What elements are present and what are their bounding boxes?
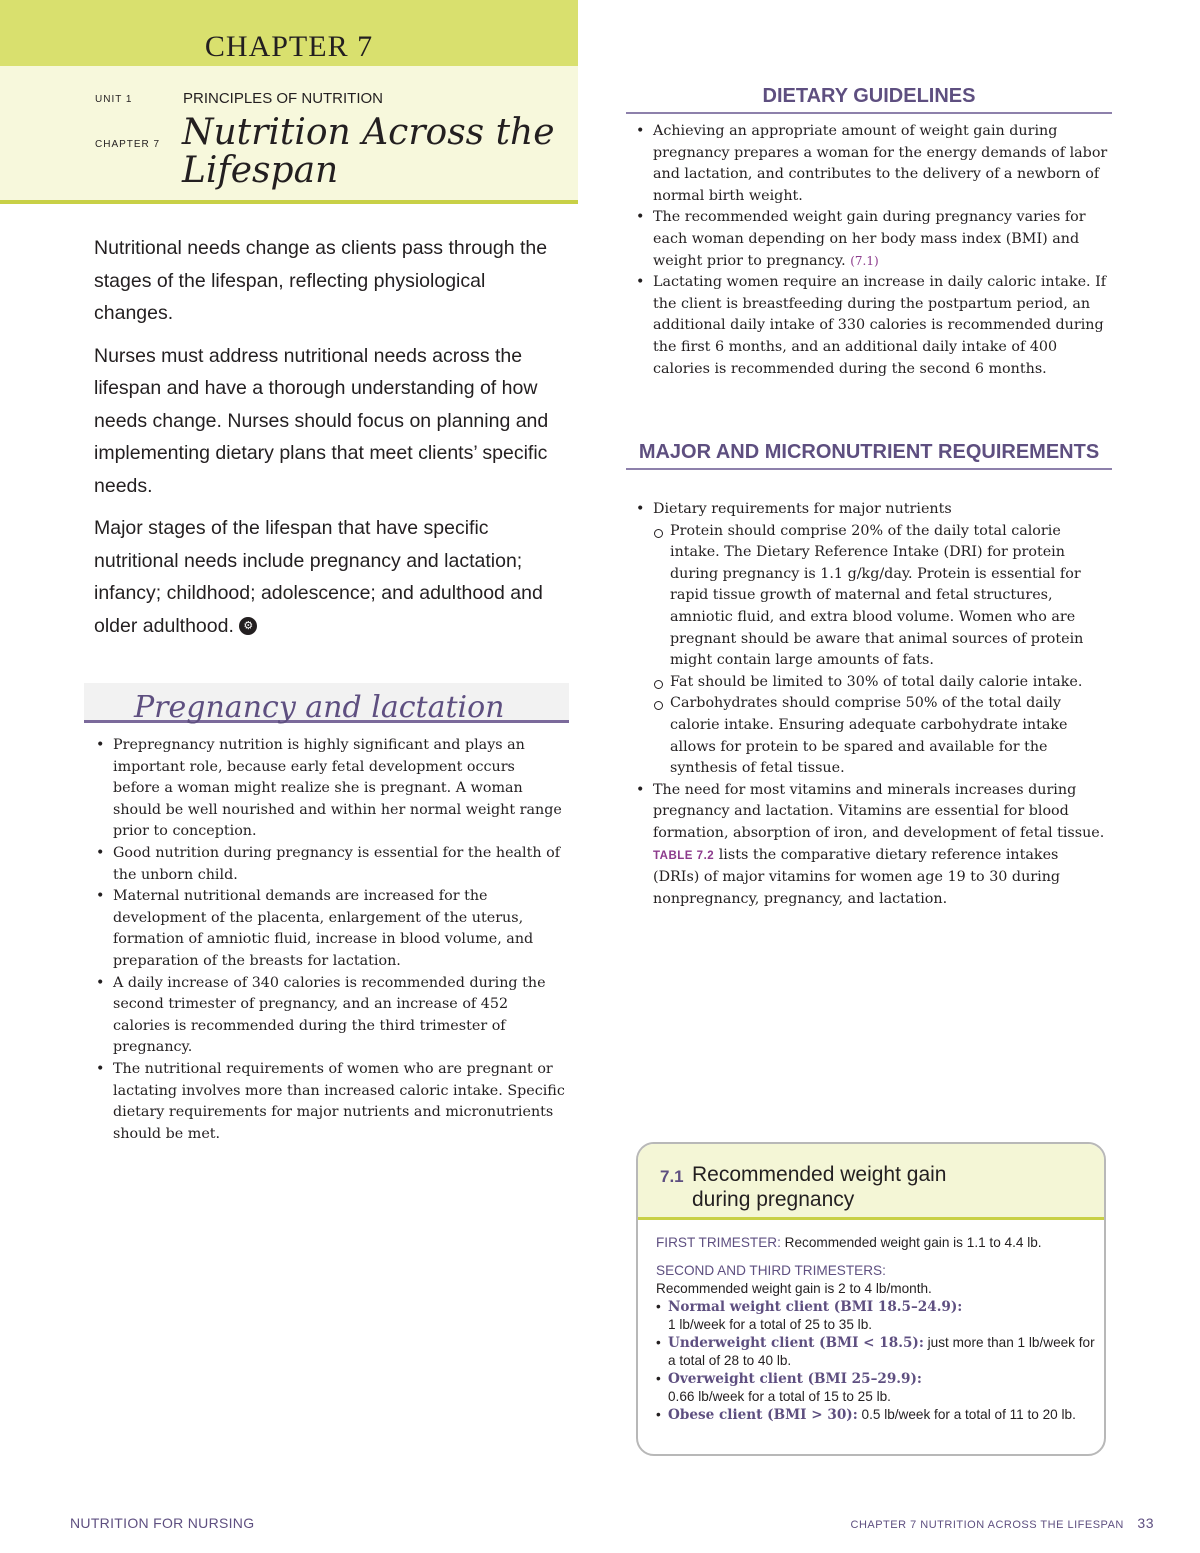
table-reference-link[interactable]: TABLE 7.2 <box>653 849 715 862</box>
list-item <box>636 499 1108 780</box>
bmi-text: 1 lb/week for a total of 25 to 35 lb. <box>668 1317 873 1332</box>
footer-chapter <box>851 1515 1155 1531</box>
intro-paragraph <box>94 512 564 642</box>
first-trimester-line <box>656 1234 1096 1252</box>
callout-number: 7.1 <box>660 1167 684 1186</box>
callout-header <box>638 1144 1104 1220</box>
callout-list-item <box>656 1370 1096 1406</box>
bmi-text: 0.5 lb/week for a total of 11 to 20 lb. <box>861 1407 1076 1422</box>
weight-gain-callout <box>636 1142 1106 1456</box>
bmi-text: 0.66 lb/week for a total of 15 to 25 lb. <box>668 1389 891 1404</box>
callout-list-item <box>656 1406 1096 1424</box>
section-heading-dietary-guidelines: DIETARY GUIDELINES <box>626 84 1112 114</box>
chapter-banner: CHAPTER 7 <box>0 0 578 66</box>
list-item-text: Dietary requirements for major nutrients <box>653 501 952 517</box>
care-note-icon: ⚙ <box>239 617 257 635</box>
callout-list-item <box>656 1298 1096 1334</box>
first-trimester-text: Recommended weight gain is 1.1 to 4.4 lb. <box>784 1235 1042 1250</box>
first-trimester-label: FIRST TRIMESTER: <box>656 1235 781 1250</box>
list-item: • The nutritional requirements of women who are pregnant or lactating involves more than increased caloric intake. Specific dietary requirements for major nutrients and micronutrients should be met. <box>96 1059 566 1145</box>
unit-label: UNIT 1 <box>95 94 133 105</box>
callout-body <box>656 1234 1096 1424</box>
sub-list-item: Fat should be limited to 30% of total daily calorie intake. <box>653 672 1108 694</box>
unit-title: PRINCIPLES OF NUTRITION <box>183 90 384 107</box>
section-heading-major-micronutrient: MAJOR AND MICRONUTRIENT REQUIREMENTS <box>626 440 1112 470</box>
major-micronutrient-list <box>636 499 1108 910</box>
bmi-text: just more than 1 lb/week for a total of 28 to 40 lb. <box>668 1335 1095 1368</box>
intro-paragraph-text: Major stages of the lifespan that have specific nutritional needs include pregnancy and lactation; infancy; childhood; adolescence; and adulthood and older adulthood. <box>94 517 543 637</box>
sub-list-item: Protein should comprise 20% of the daily total calorie intake. The Dietary Reference Intake (DRI) for protein during pregnancy is 1.1 g/kg/day. Protein is essential for rapid tissue growth of maternal and fetal structures, amniotic fluid, and extra blood volume. Women who are pregnant should be aware that animal sources of protein might contain large amounts of fats. <box>653 521 1108 672</box>
sub-list-item: Carbohydrates should comprise 50% of the total daily calorie intake. Ensuring adequate carbohydrate intake allows for protein to be spared and available for the synthesis of fetal tissue. <box>653 693 1108 779</box>
list-item: • Achieving an appropriate amount of weight gain during pregnancy prepares a woman for the energy demands of labor and lactation, and contributes to the delivery of a newborn of normal birth weight. <box>636 121 1108 207</box>
list-item <box>636 780 1108 911</box>
chapter-title: Nutrition Across the Lifespan <box>182 112 555 191</box>
page-number: 33 <box>1137 1515 1154 1531</box>
bmi-label: Underweight client (BMI < 18.5): <box>668 1335 924 1351</box>
list-item-text: The recommended weight gain during pregnancy varies for each woman depending on her body mass index (BMI) and weight prior to pregnancy. <box>653 209 1086 269</box>
bmi-label: Obese client (BMI > 30): <box>668 1407 858 1423</box>
list-item: • Good nutrition during pregnancy is essential for the health of the unborn child. <box>96 843 566 886</box>
list-item: • Maternal nutritional demands are increased for the development of the placenta, enlargement of the uterus, formation of amniotic fluid, increase in blood volume, and preparation of the breasts for lactation. <box>96 886 566 972</box>
list-item-text: The need for most vitamins and minerals increases during pregnancy and lactation. Vitamins are essential for blood formation, absorption of iron, and development of fetal tissue. <box>653 781 1105 841</box>
box-reference-link[interactable]: (7.1) <box>850 253 879 268</box>
footer-chapter-title: CHAPTER 7 NUTRITION ACROSS THE LIFESPAN <box>850 1519 1124 1531</box>
intro-text <box>94 232 564 652</box>
list-item <box>636 207 1108 272</box>
list-item-text: lists the comparative dietary reference intakes (DRIs) of major vitamins for women age 19 to 30 during nonpregnancy, pregnancy, and lactation. <box>653 846 1061 907</box>
callout-list-item <box>656 1334 1096 1370</box>
list-item: • A daily increase of 340 calories is recommended during the second trimester of pregnancy, and an increase of 452 calories is recommended during the third trimester of pregnancy. <box>96 973 566 1059</box>
chapter-label: CHAPTER 7 <box>95 139 161 150</box>
pregnancy-list <box>96 735 566 1145</box>
callout-title: Recommended weight gain during pregnancy <box>692 1163 947 1211</box>
bmi-label: Normal weight client (BMI 18.5–24.9): <box>668 1299 963 1315</box>
list-item: • Lactating women require an increase in daily caloric intake. If the client is breastfeeding during the postpartum period, an additional daily intake of 330 calories is recommended during the first 6 months, and an additional daily intake of 400 calories is recommended during the second 6 months. <box>636 272 1108 380</box>
bmi-label: Overweight client (BMI 25–29.9): <box>668 1371 922 1387</box>
second-third-trimester-text: Recommended weight gain is 2 to 4 lb/month. <box>656 1281 932 1296</box>
intro-paragraph: Nurses must address nutritional needs across the lifespan and have a thorough understanding of how needs change. Nurses should focus on planning and implementing dietary plans that meet clients’ specific needs. <box>94 344 549 497</box>
footer-book-title: NUTRITION FOR NURSING <box>70 1515 255 1531</box>
list-item: • Prepregnancy nutrition is highly significant and plays an important role, because early fetal development occurs before a woman might realize she is pregnant. A woman should be well nourished and within her normal weight range prior to conception. <box>96 735 566 843</box>
second-third-trimester-label: SECOND AND THIRD TRIMESTERS: <box>656 1263 886 1278</box>
intro-paragraph: Nutritional needs change as clients pass through the stages of the lifespan, reflecting physiological changes. <box>94 237 548 324</box>
dietary-guidelines-list <box>636 121 1108 380</box>
section-heading-pregnancy: Pregnancy and lactation <box>84 683 569 723</box>
